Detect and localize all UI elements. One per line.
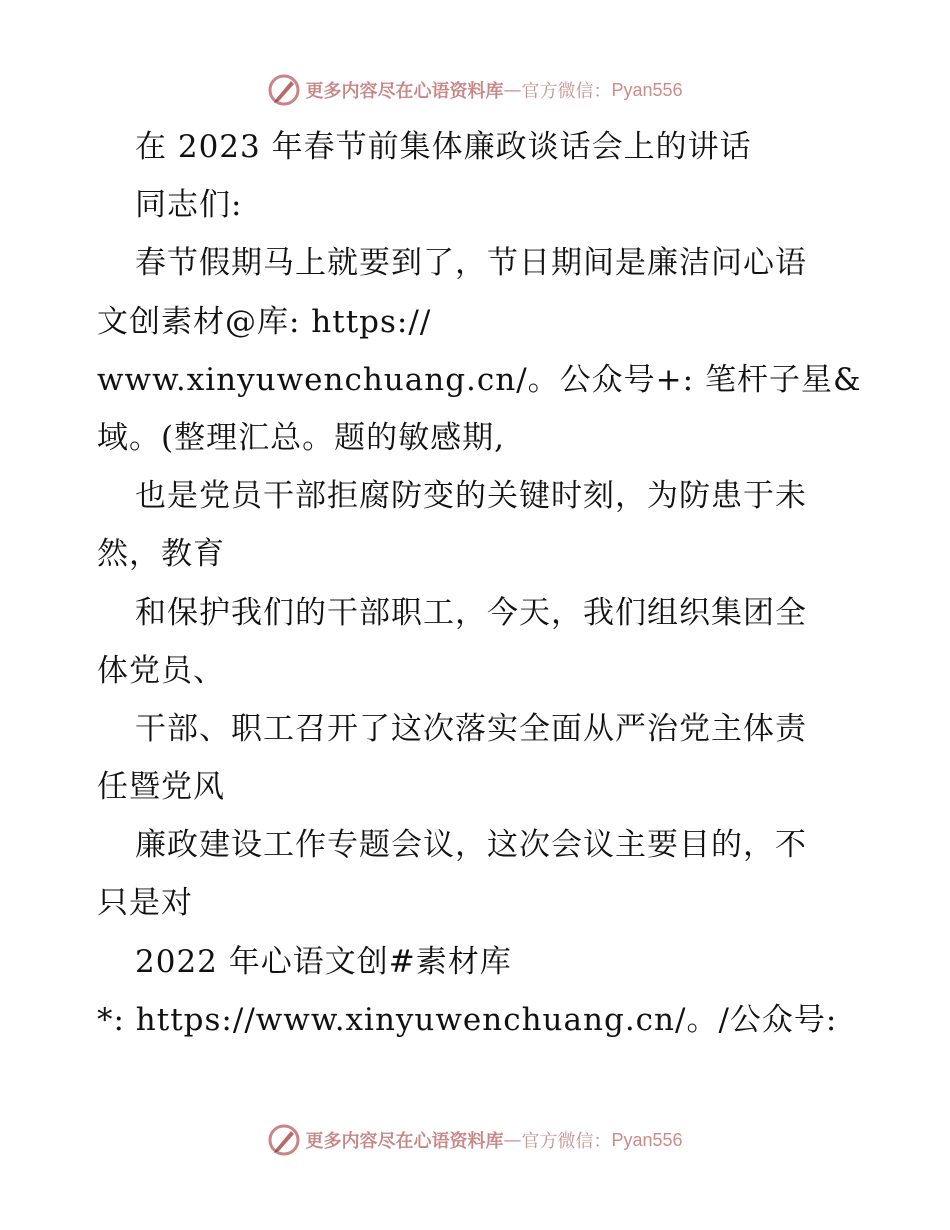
watermark-id-text: Pyan556 xyxy=(611,1129,683,1150)
text-line: 在 2023 年春节前集体廉政谈话会上的讲话 xyxy=(135,129,752,165)
text-line: 体党员、 xyxy=(97,652,225,689)
watermark-main-text: 更多内容尽在心语资料库 xyxy=(305,1131,504,1152)
text-line: 同志们: xyxy=(135,187,243,224)
document-body xyxy=(97,118,877,1049)
text-line: 文创素材@库: https:// xyxy=(97,303,432,340)
text-line: *: https://www.xinyuwenchuang.cn/。/公众号: xyxy=(97,1001,838,1038)
text-line: 域。(整理汇总。题的敏感期, xyxy=(97,419,505,456)
text-line: 2022 年心语文创#素材库 xyxy=(135,943,512,980)
text-line: 干部、职工召开了这次落实全面从严治党主体责 xyxy=(135,710,807,747)
header-watermark xyxy=(0,70,950,110)
footer-watermark xyxy=(0,1120,950,1160)
watermark-id-text: Pyan556 xyxy=(611,79,683,100)
text-line: 也是党员干部拒腐防变的关键时刻，为防患于未 xyxy=(135,478,807,515)
text-line: www.xinyuwenchuang.cn/。公众号+: 笔杆子星& xyxy=(97,361,862,398)
quill-logo-icon xyxy=(267,1123,301,1157)
watermark-separator: — xyxy=(503,79,522,101)
watermark-sub-text: 官方微信： xyxy=(521,1131,612,1152)
text-line: 任暨党风 xyxy=(97,769,225,806)
text-line: 只是对 xyxy=(97,885,193,922)
text-line: 春节假期马上就要到了，节日期间是廉洁问心语 xyxy=(135,245,807,282)
text-line: 然，教育 xyxy=(97,536,225,573)
watermark-main-text: 更多内容尽在心语资料库 xyxy=(305,81,504,102)
quill-logo-icon xyxy=(267,73,301,107)
watermark-sub-text: 官方微信： xyxy=(521,81,612,102)
watermark-separator: — xyxy=(503,1129,522,1151)
text-line: 和保护我们的干部职工，今天，我们组织集团全 xyxy=(135,594,807,631)
text-line: 廉政建设工作专题会议，这次会议主要目的，不 xyxy=(135,827,807,864)
